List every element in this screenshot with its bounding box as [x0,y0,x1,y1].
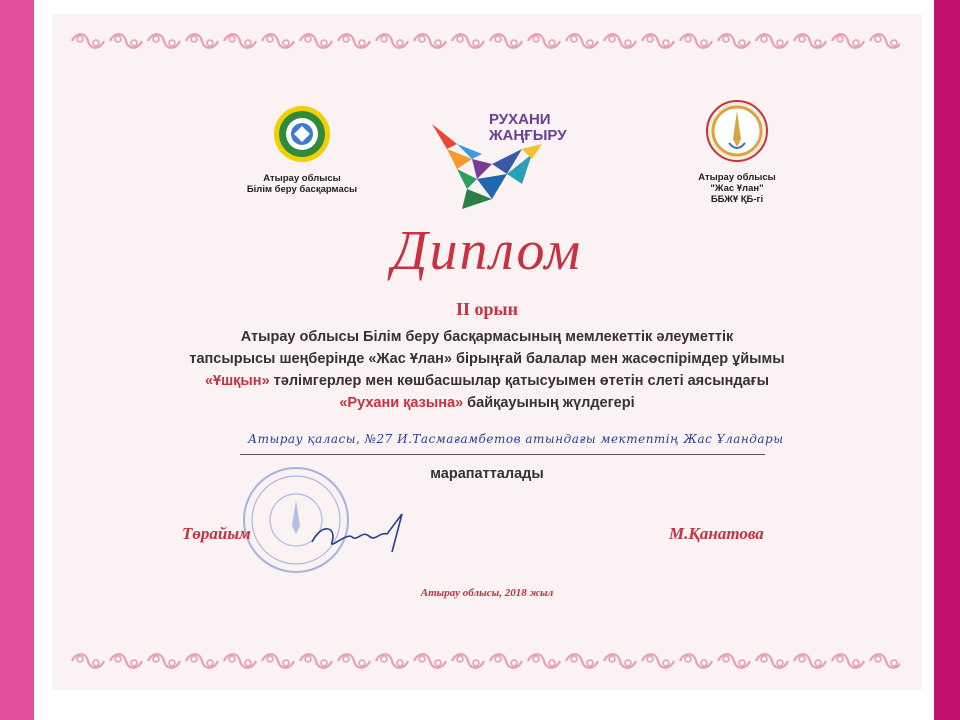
signatory-name: М.Қанатова [669,524,764,543]
rukhani-zhangyru-logo [427,104,567,214]
education-department-logo [227,104,377,195]
footer-place-year: Атырау облысы, 2018 жыл [420,587,554,599]
awarded-label: марапатталады [430,466,544,482]
right-logo-caption-line1: Атырау облысы [698,172,776,183]
zhas-ulan-logo [672,99,802,205]
body-line4-highlight: «Рухани қазына» [339,395,464,411]
body-line4-rest: байқауының жүлдегері [463,395,635,411]
right-logo-caption-line3: ББЖҰ ҚБ-гі [710,194,764,205]
body-line4 [142,392,832,414]
zhas-ulan-emblem-icon [705,99,769,163]
body-line3 [142,370,832,392]
left-magenta-bar [0,0,34,720]
top-ornament-border [70,30,900,52]
handwritten-signature [307,502,417,562]
right-logo-caption-line2: "Жас Ұлан" [710,183,764,194]
chairman-title: Төрайым [182,524,251,543]
body-line2: тапсырысы шеңберінде «Жас Ұлан» бірыңғай балалар мен жасөспірімдер ұйымы [189,351,785,367]
left-logo-caption-line1: Атырау облысы [263,173,341,184]
diploma-sheet [52,14,922,690]
rukhani-text-line2: ЖАҢҒЫРУ [489,127,567,144]
education-emblem-icon [272,104,332,164]
body-line3-highlight: «Ұшқын» [204,373,270,389]
place-label: ІІ орын [456,299,518,319]
rukhani-text-line1: РУХАНИ [489,111,551,128]
body-line1: Атырау облысы Білім беру басқармасының мемлекеттік әлеуметтік [240,329,734,345]
handwritten-recipient: Атырау қаласы, №27 И.Тасмағамбетов атындағы мектептің Жас Ұландары [248,432,784,446]
diploma-title: Диплом [391,220,583,282]
diploma-body-text [142,326,832,414]
right-magenta-bar [934,0,960,720]
left-logo-caption-line2: Білім беру басқармасы [246,184,358,195]
bottom-ornament-border [70,650,900,672]
body-line3-rest: тәлімгерлер мен көшбасшылар қатысуымен өтетін слеті аясындағы [269,373,770,389]
